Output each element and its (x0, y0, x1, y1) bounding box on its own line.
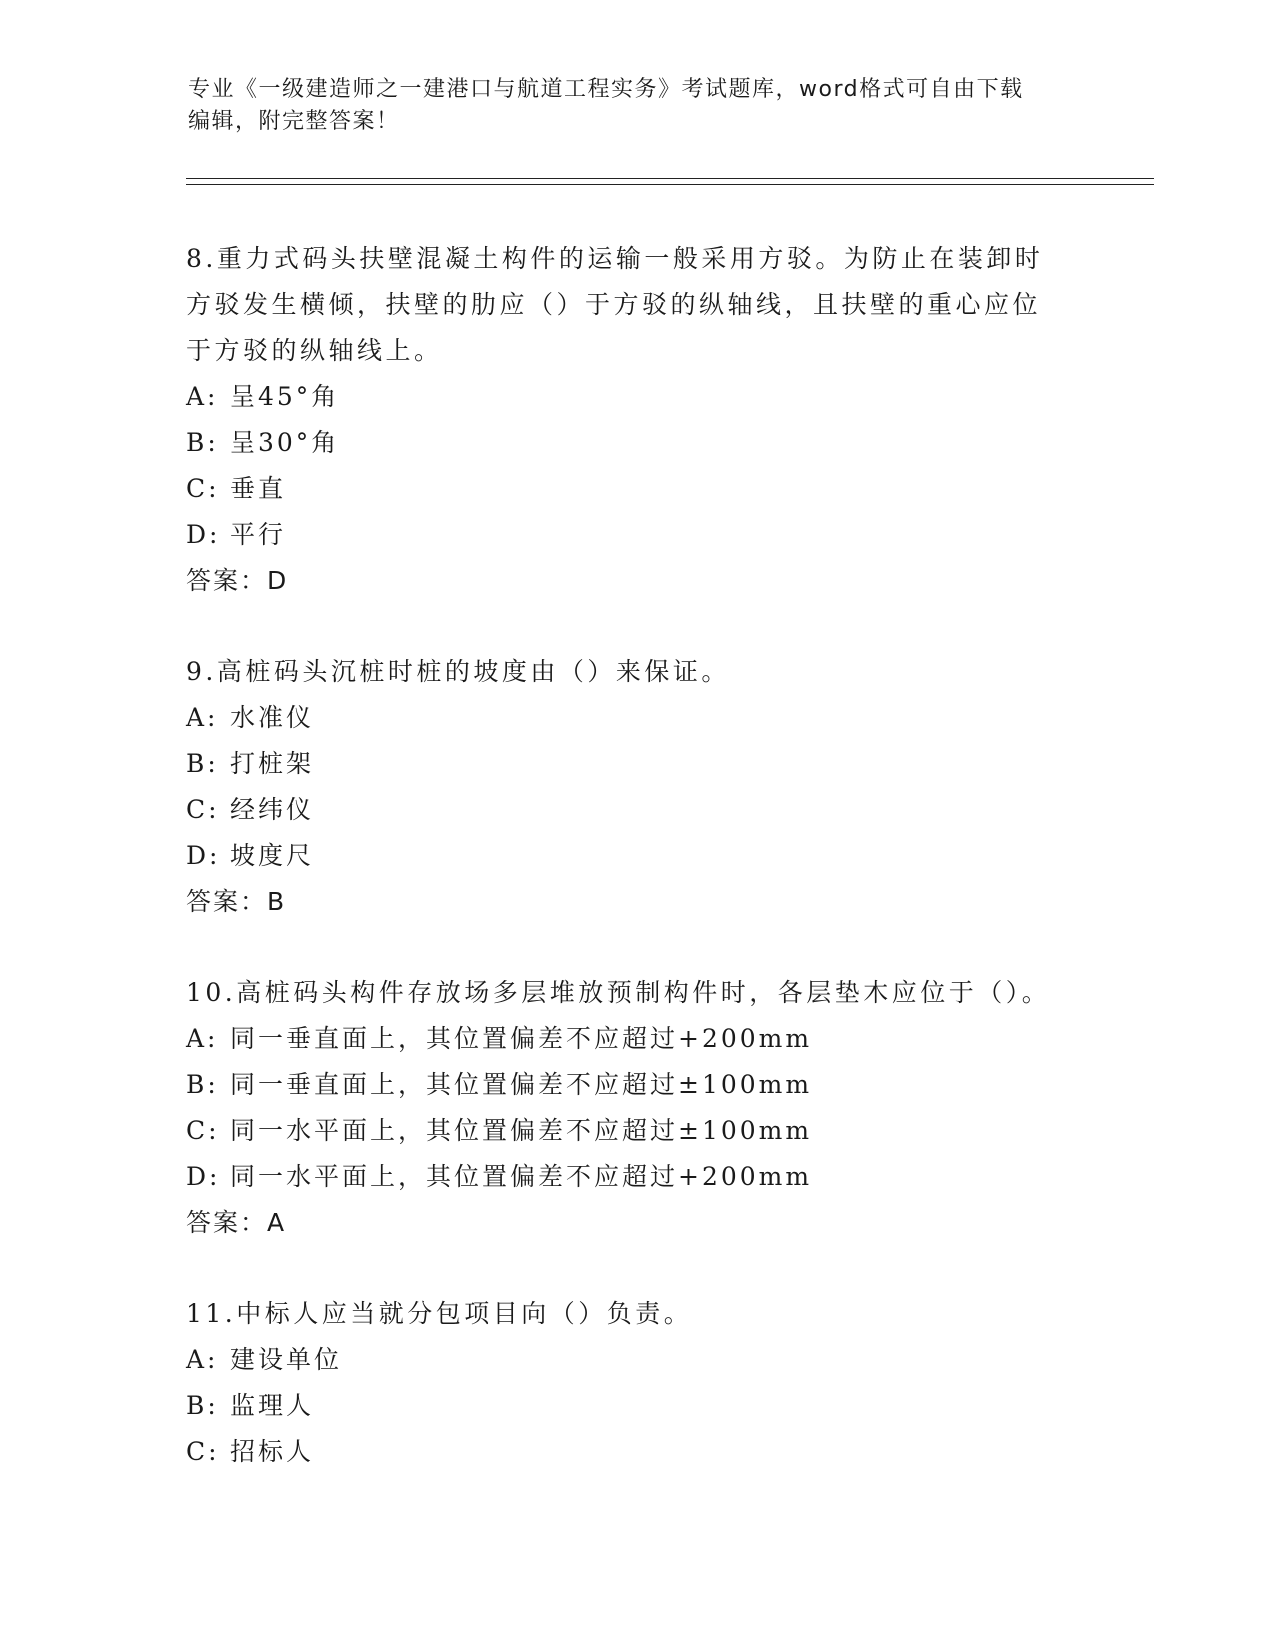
option-text: 同一垂直面上，其位置偏差不应超过±100mm (230, 1070, 813, 1099)
option-text: 打桩架 (230, 749, 315, 778)
option-text: 同一水平面上，其位置偏差不应超过±100mm (230, 1116, 813, 1145)
option-text: 建设单位 (230, 1345, 343, 1374)
option-b (186, 1383, 1086, 1429)
option-b (186, 1062, 1086, 1108)
option-key: C: (186, 1116, 220, 1145)
question-9 (186, 649, 1086, 925)
option-text: 平行 (230, 520, 287, 549)
option-key: C: (186, 474, 220, 503)
option-c (186, 1429, 1086, 1475)
header-line-1: 专业《一级建造师之一建港口与航道工程实务》考试题库，word格式可自由下载 (188, 77, 1024, 102)
question-8 (186, 236, 1086, 604)
option-text: 垂直 (230, 474, 287, 503)
option-text: 招标人 (230, 1437, 315, 1466)
answer-line: 答案：A (186, 1208, 287, 1237)
option-key: B: (186, 428, 219, 457)
question-stem-line: 于方驳的纵轴线上。 (186, 336, 443, 365)
question-stem-line: 8.重力式码头扶壁混凝土构件的运输一般采用方驳。为防止在装卸时 (186, 244, 1044, 273)
document-header (188, 74, 1068, 138)
option-text: 同一水平面上，其位置偏差不应超过+200mm (230, 1162, 813, 1191)
answer-line: 答案：D (186, 566, 289, 595)
option-text: 同一垂直面上，其位置偏差不应超过+200mm (230, 1024, 813, 1053)
option-text: 监理人 (230, 1391, 315, 1420)
option-c (186, 1108, 1086, 1154)
question-stem-line: 9.高桩码头沉桩时桩的坡度由（）来保证。 (186, 657, 730, 686)
question-stem-line: 11.中标人应当就分包项目向（）负责。 (186, 1299, 693, 1328)
option-key: B: (186, 749, 219, 778)
option-key: A: (186, 382, 219, 411)
option-key: B: (186, 1070, 219, 1099)
header-line-2: 编辑，附完整答案！ (188, 109, 400, 134)
question-10 (186, 970, 1086, 1246)
option-key: A: (186, 703, 219, 732)
option-b (186, 420, 1086, 466)
option-a (186, 1337, 1086, 1383)
option-d (186, 833, 1086, 879)
option-key: C: (186, 795, 220, 824)
option-key: B: (186, 1391, 219, 1420)
answer-line: 答案：B (186, 887, 287, 916)
option-key: A: (186, 1024, 219, 1053)
option-text: 水准仪 (230, 703, 315, 732)
question-stem-line: 10.高桩码头构件存放场多层堆放预制构件时，各层垫木应位于（）。 (186, 978, 1051, 1007)
option-a (186, 1016, 1086, 1062)
option-text: 呈30°角 (230, 428, 340, 457)
option-c (186, 787, 1086, 833)
option-key: A: (186, 1345, 219, 1374)
option-c (186, 466, 1086, 512)
option-a (186, 374, 1086, 420)
question-list (186, 236, 1086, 1520)
header-rule-top (186, 178, 1154, 179)
option-key: D: (186, 1162, 221, 1191)
option-key: C: (186, 1437, 220, 1466)
option-d (186, 512, 1086, 558)
option-key: D: (186, 841, 221, 870)
option-key: D: (186, 520, 221, 549)
option-d (186, 1154, 1086, 1200)
question-stem-line: 方驳发生横倾，扶壁的肋应（）于方驳的纵轴线，且扶壁的重心应位 (186, 290, 1042, 319)
option-text: 坡度尺 (230, 841, 315, 870)
option-b (186, 741, 1086, 787)
question-11 (186, 1291, 1086, 1475)
option-text: 呈45°角 (230, 382, 340, 411)
option-text: 经纬仪 (230, 795, 315, 824)
option-a (186, 695, 1086, 741)
header-rule-bottom (186, 184, 1154, 185)
